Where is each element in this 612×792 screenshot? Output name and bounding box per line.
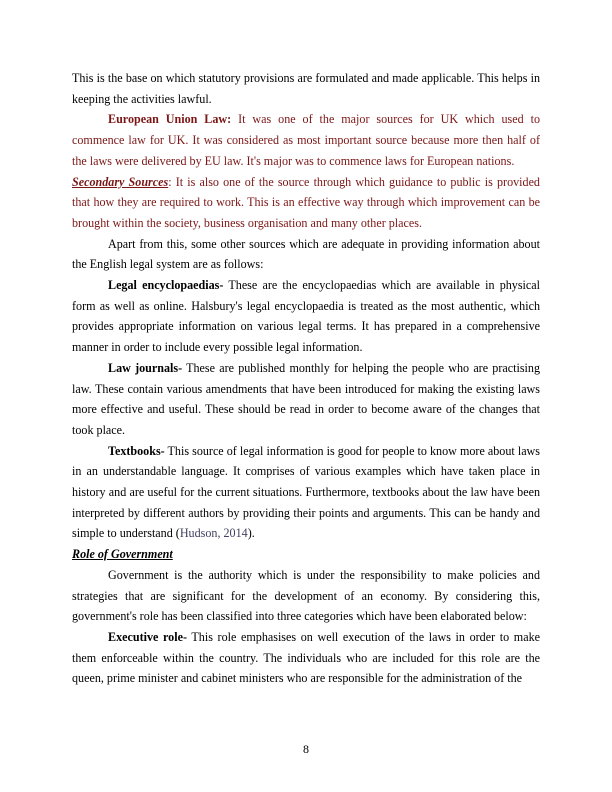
- journals-paragraph: [72, 358, 540, 441]
- eu-law-heading: European Union Law:: [108, 112, 232, 127]
- eu-law-text: It was one of the major sources for UK which used to commence law for UK. It was considered as most important source because more then half of the laws were delivered by EU law. It's major was to commence laws for European nations.: [72, 112, 541, 168]
- page-number: 8: [303, 742, 309, 756]
- role-of-government-heading: Role of Government: [72, 547, 173, 562]
- executive-heading: Executive role-: [108, 629, 187, 644]
- secondary-sources-heading: Secondary Sources: [72, 174, 169, 189]
- citation-link[interactable]: Hudson, 2014: [179, 526, 248, 541]
- textbooks-text: This source of legal information is good for people to know more about laws in an understandable language. It comprises of various examples which have taken place in history and are useful for the current situations. Furthermore, textbooks about the law have been interpreted by different authors by providing their points and arguments. This can be handy and simple to understand (: [72, 443, 540, 541]
- textbooks-end: ).: [247, 526, 255, 541]
- government-paragraph: Government is the authority which is under the responsibility to make policies and strategies that are significant for the development of an economy. By considering this, government's role has been classified into three categories which have been elaborated below:: [72, 567, 540, 624]
- encyclopaedias-paragraph: [72, 275, 540, 358]
- secondary-sources-paragraph: [72, 172, 540, 234]
- eu-law-paragraph: [72, 109, 540, 171]
- executive-paragraph: [72, 627, 540, 689]
- journals-text: These are published monthly for helping the people who are practising law. These contain various amendments that have been introduced for making the existing laws more effective and useful. These should be read in order to become aware of the changes that took place.: [72, 360, 540, 437]
- encyclopaedias-text: These are the encyclopaedias which are available in physical form as well as online. Halsbury's legal encyclopaedia is treated as the most authentic, which provides appropriate information on various legal terms. It has prepared in a comprehensive manner in order to include every possible legal information.: [72, 278, 540, 355]
- intro-paragraph: This is the base on which statutory provisions are formulated and made applicable. This helps in keeping the activities lawful.: [72, 71, 540, 106]
- textbooks-heading: Textbooks-: [108, 443, 165, 458]
- journals-heading: Law journals-: [108, 360, 183, 375]
- encyclopaedias-heading: Legal encyclopaedias-: [108, 278, 224, 293]
- secondary-sources-text: : It is also one of the source through which guidance to public is provided that how they are required to work. This is an effective way through which improvement can be brought within the society, business organisation and many other places.: [72, 174, 540, 230]
- document-body: [72, 68, 540, 689]
- apart-paragraph: Apart from this, some other sources which are adequate in providing information about the English legal system are as follows:: [72, 236, 540, 272]
- textbooks-paragraph: [72, 441, 540, 545]
- executive-text: This role emphasises on well execution of the laws in order to make them enforceable within the country. The individuals who are included for this role are the queen, prime minister and cabinet ministers who are responsible for the administration of the: [72, 629, 541, 686]
